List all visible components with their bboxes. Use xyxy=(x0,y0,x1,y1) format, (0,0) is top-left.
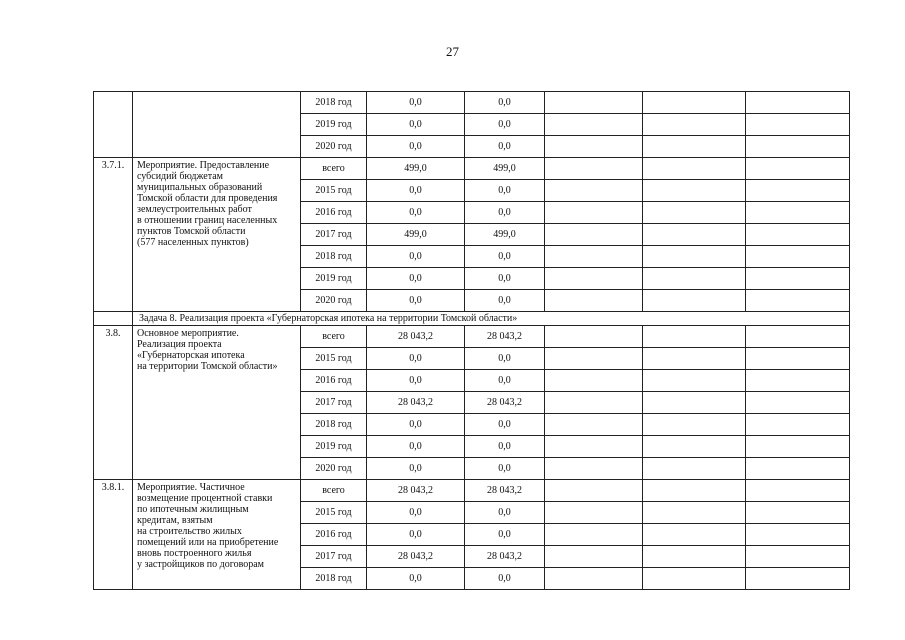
total-value-cell: 0,0 xyxy=(367,458,465,480)
budget-value-cell: 0,0 xyxy=(465,370,545,392)
empty-cell xyxy=(643,370,746,392)
description-line: Реализация проекта xyxy=(137,339,222,350)
description-line: «Губернаторская ипотека xyxy=(137,350,245,361)
empty-cell xyxy=(643,458,746,480)
empty-cell xyxy=(643,348,746,370)
empty-cell xyxy=(643,158,746,180)
empty-cell xyxy=(643,114,746,136)
empty-cell xyxy=(643,568,746,590)
empty-cell xyxy=(545,480,643,502)
total-value-cell: 0,0 xyxy=(367,136,465,158)
empty-cell xyxy=(643,202,746,224)
budget-value-cell: 499,0 xyxy=(465,158,545,180)
budget-value-cell: 0,0 xyxy=(465,290,545,312)
description-line: по ипотечным жилищным xyxy=(137,504,249,515)
empty-cell xyxy=(545,114,643,136)
budget-table xyxy=(93,91,850,590)
empty-cell xyxy=(746,568,850,590)
year-cell: всего xyxy=(301,480,367,502)
year-cell: всего xyxy=(301,158,367,180)
item-number xyxy=(94,92,133,158)
empty-cell xyxy=(746,546,850,568)
year-cell: 2016 год xyxy=(301,524,367,546)
budget-value-cell: 0,0 xyxy=(465,136,545,158)
empty-cell xyxy=(746,180,850,202)
table-row xyxy=(94,326,850,348)
budget-value-cell: 28 043,2 xyxy=(465,392,545,414)
total-value-cell: 0,0 xyxy=(367,436,465,458)
description-line: землеустроительных работ xyxy=(137,204,252,215)
budget-value-cell: 0,0 xyxy=(465,246,545,268)
empty-cell xyxy=(746,158,850,180)
total-value-cell: 28 043,2 xyxy=(367,480,465,502)
year-cell: 2015 год xyxy=(301,348,367,370)
year-cell: 2019 год xyxy=(301,436,367,458)
year-cell: 2018 год xyxy=(301,414,367,436)
total-value-cell: 28 043,2 xyxy=(367,546,465,568)
budget-value-cell: 0,0 xyxy=(465,348,545,370)
empty-cell xyxy=(643,92,746,114)
year-cell: 2020 год xyxy=(301,458,367,480)
total-value-cell: 28 043,2 xyxy=(367,326,465,348)
item-number: 3.7.1. xyxy=(94,158,133,312)
total-value-cell: 0,0 xyxy=(367,114,465,136)
description-line: у застройщиков по договорам xyxy=(137,559,265,570)
description-line: Мероприятие. Частичное xyxy=(137,482,245,493)
year-cell: 2019 год xyxy=(301,114,367,136)
year-cell: 2015 год xyxy=(301,502,367,524)
empty-cell xyxy=(545,458,643,480)
year-cell: 2020 год xyxy=(301,290,367,312)
empty-cell xyxy=(545,524,643,546)
total-value-cell: 499,0 xyxy=(367,158,465,180)
total-value-cell: 499,0 xyxy=(367,224,465,246)
empty-cell xyxy=(746,268,850,290)
empty-cell xyxy=(643,414,746,436)
budget-value-cell: 0,0 xyxy=(465,568,545,590)
empty-cell xyxy=(746,502,850,524)
empty-cell xyxy=(746,136,850,158)
budget-value-cell: 28 043,2 xyxy=(465,546,545,568)
item-number: 3.8. xyxy=(94,326,133,480)
empty-cell xyxy=(746,202,850,224)
empty-cell xyxy=(545,92,643,114)
budget-value-cell: 0,0 xyxy=(465,458,545,480)
empty-cell xyxy=(746,224,850,246)
item-description xyxy=(133,326,301,480)
empty-cell xyxy=(746,326,850,348)
budget-value-cell: 0,0 xyxy=(465,524,545,546)
empty-cell xyxy=(643,392,746,414)
description-line: (577 населенных пунктов) xyxy=(137,237,249,248)
empty-cell xyxy=(545,414,643,436)
year-cell: 2020 год xyxy=(301,136,367,158)
empty-cell xyxy=(643,268,746,290)
num-cell xyxy=(94,312,133,326)
empty-cell xyxy=(545,370,643,392)
empty-cell xyxy=(643,436,746,458)
table-row xyxy=(94,480,850,502)
budget-value-cell: 28 043,2 xyxy=(465,326,545,348)
empty-cell xyxy=(746,458,850,480)
total-value-cell: 0,0 xyxy=(367,348,465,370)
empty-cell xyxy=(746,414,850,436)
description-line: Томской области для проведения xyxy=(137,193,278,204)
description-line: Основное мероприятие. xyxy=(137,328,239,339)
empty-cell xyxy=(545,136,643,158)
empty-cell xyxy=(643,290,746,312)
empty-cell xyxy=(643,180,746,202)
year-cell: 2018 год xyxy=(301,246,367,268)
empty-cell xyxy=(643,224,746,246)
description-line: на строительство жилых xyxy=(137,526,242,537)
empty-cell xyxy=(545,268,643,290)
empty-cell xyxy=(746,392,850,414)
empty-cell xyxy=(545,158,643,180)
empty-cell xyxy=(746,524,850,546)
description-line: пунктов Томской области xyxy=(137,226,246,237)
budget-value-cell: 0,0 xyxy=(465,202,545,224)
total-value-cell: 28 043,2 xyxy=(367,392,465,414)
budget-value-cell: 0,0 xyxy=(465,268,545,290)
total-value-cell: 0,0 xyxy=(367,414,465,436)
year-cell: 2017 год xyxy=(301,392,367,414)
empty-cell xyxy=(746,114,850,136)
budget-value-cell: 0,0 xyxy=(465,414,545,436)
total-value-cell: 0,0 xyxy=(367,370,465,392)
description-line: Мероприятие. Предоставление xyxy=(137,160,270,171)
empty-cell xyxy=(746,436,850,458)
empty-cell xyxy=(545,348,643,370)
page-number: 27 xyxy=(446,44,459,59)
budget-value-cell: 0,0 xyxy=(465,180,545,202)
budget-value-cell: 499,0 xyxy=(465,224,545,246)
total-value-cell: 0,0 xyxy=(367,246,465,268)
budget-value-cell: 28 043,2 xyxy=(465,480,545,502)
description-line: на территории Томской области» xyxy=(137,361,278,372)
year-cell: 2018 год xyxy=(301,92,367,114)
item-description xyxy=(133,92,301,158)
empty-cell xyxy=(643,326,746,348)
year-cell: 2018 год xyxy=(301,568,367,590)
budget-value-cell: 0,0 xyxy=(465,114,545,136)
task-heading: Задача 8. Реализация проекта «Губернаторская ипотека на территории Томской области» xyxy=(133,312,850,326)
total-value-cell: 0,0 xyxy=(367,502,465,524)
item-description xyxy=(133,480,301,590)
description-line: муниципальных образований xyxy=(137,182,263,193)
empty-cell xyxy=(643,246,746,268)
year-cell: всего xyxy=(301,326,367,348)
year-cell: 2017 год xyxy=(301,224,367,246)
task-row xyxy=(94,312,850,326)
item-number: 3.8.1. xyxy=(94,480,133,590)
empty-cell xyxy=(545,568,643,590)
empty-cell xyxy=(545,246,643,268)
empty-cell xyxy=(643,546,746,568)
description-line: вновь построенного жилья xyxy=(137,548,252,559)
empty-cell xyxy=(746,348,850,370)
empty-cell xyxy=(545,180,643,202)
item-description xyxy=(133,158,301,312)
year-cell: 2015 год xyxy=(301,180,367,202)
empty-cell xyxy=(746,370,850,392)
empty-cell xyxy=(746,246,850,268)
description-line: кредитам, взятым xyxy=(137,515,213,526)
empty-cell xyxy=(545,546,643,568)
year-cell: 2016 год xyxy=(301,370,367,392)
description-line: в отношении границ населенных xyxy=(137,215,278,226)
total-value-cell: 0,0 xyxy=(367,524,465,546)
budget-value-cell: 0,0 xyxy=(465,502,545,524)
table-row xyxy=(94,158,850,180)
empty-cell xyxy=(643,502,746,524)
empty-cell xyxy=(746,480,850,502)
empty-cell xyxy=(545,436,643,458)
description-line: возмещение процентной ставки xyxy=(137,493,273,504)
empty-cell xyxy=(643,480,746,502)
year-cell: 2019 год xyxy=(301,268,367,290)
empty-cell xyxy=(746,290,850,312)
table-row xyxy=(94,92,850,114)
empty-cell xyxy=(545,392,643,414)
description-line: субсидий бюджетам xyxy=(137,171,223,182)
empty-cell xyxy=(643,524,746,546)
total-value-cell: 0,0 xyxy=(367,180,465,202)
budget-value-cell: 0,0 xyxy=(465,92,545,114)
total-value-cell: 0,0 xyxy=(367,92,465,114)
year-cell: 2017 год xyxy=(301,546,367,568)
total-value-cell: 0,0 xyxy=(367,268,465,290)
empty-cell xyxy=(643,136,746,158)
total-value-cell: 0,0 xyxy=(367,290,465,312)
empty-cell xyxy=(545,202,643,224)
budget-value-cell: 0,0 xyxy=(465,436,545,458)
empty-cell xyxy=(545,224,643,246)
empty-cell xyxy=(746,92,850,114)
year-cell: 2016 год xyxy=(301,202,367,224)
total-value-cell: 0,0 xyxy=(367,202,465,224)
description-line: помещений или на приобретение xyxy=(137,537,279,548)
empty-cell xyxy=(545,290,643,312)
empty-cell xyxy=(545,502,643,524)
empty-cell xyxy=(545,326,643,348)
total-value-cell: 0,0 xyxy=(367,568,465,590)
